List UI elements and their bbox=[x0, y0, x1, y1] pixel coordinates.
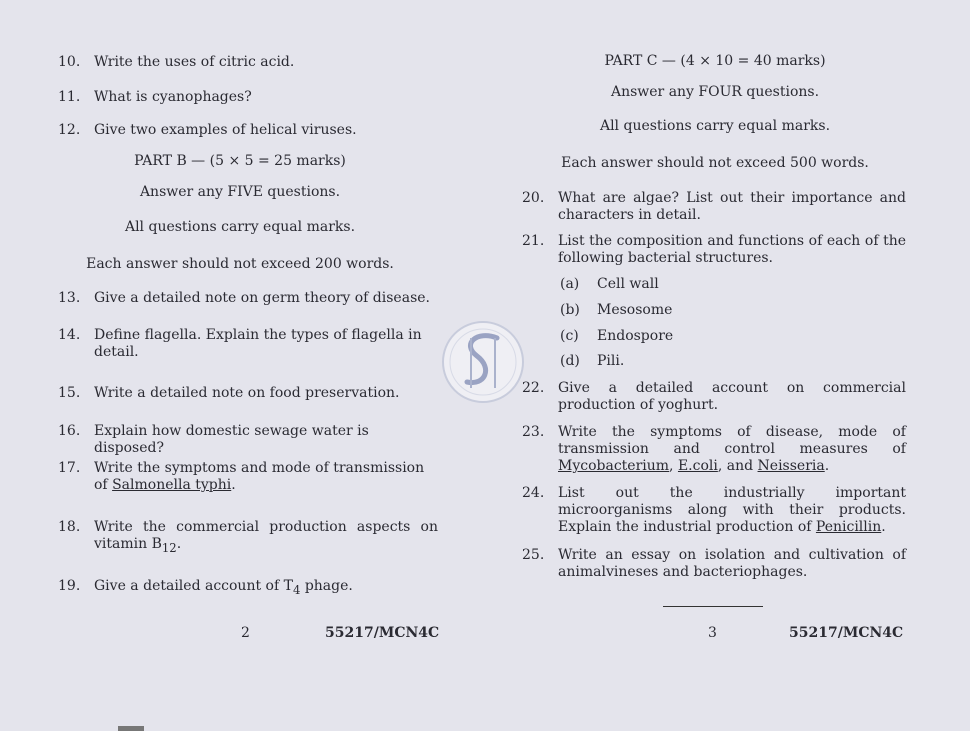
question-text: What is cyanophages? bbox=[94, 89, 252, 105]
question-19 bbox=[58, 578, 438, 599]
subscript: 12 bbox=[161, 540, 177, 555]
question-text: Write the uses of citric acid. bbox=[94, 54, 295, 70]
question-18 bbox=[58, 519, 438, 557]
sub-item-label: (d) bbox=[560, 353, 580, 369]
question-15 bbox=[58, 385, 438, 402]
question-text-main: List out the industrially important microorganisms along with their products. Explain the industrial production of bbox=[558, 485, 906, 535]
part-c-heading: PART C — (4 × 10 = 40 marks) bbox=[604, 53, 826, 69]
organism-name: Mycobacterium bbox=[558, 458, 670, 474]
separator: , and bbox=[717, 458, 758, 474]
question-text: What are algae? List out their importance and characters in detail. bbox=[558, 190, 906, 223]
organism-name: E.coli bbox=[677, 458, 718, 474]
sub-item-text: Cell wall bbox=[597, 276, 659, 292]
sub-item bbox=[560, 302, 860, 319]
subscript: 4 bbox=[292, 582, 301, 597]
question-14 bbox=[58, 327, 438, 361]
question-text bbox=[558, 485, 906, 536]
question-number: 14. bbox=[58, 327, 81, 343]
question-text: Write an essay on isolation and cultivation of animalvineses and bacteriophages. bbox=[558, 547, 906, 580]
question-text: List the composition and functions of each of the following bacterial structures. bbox=[558, 233, 906, 266]
sub-item-text: Pili. bbox=[597, 353, 625, 369]
question-text bbox=[558, 424, 906, 475]
question-text bbox=[94, 460, 438, 494]
question-number: 12. bbox=[58, 122, 81, 138]
part-c-instruction: All questions carry equal marks. bbox=[599, 118, 831, 134]
part-b-heading: PART B — (5 × 5 = 25 marks) bbox=[134, 153, 346, 169]
organism-name: Neisseria bbox=[757, 458, 825, 474]
organism-name: Salmonella typhi bbox=[112, 477, 232, 493]
right-page bbox=[485, 0, 970, 731]
question-text-main: Give a detailed account of T bbox=[94, 578, 293, 594]
question-text-end: . bbox=[824, 458, 830, 474]
question-number: 23. bbox=[522, 424, 545, 440]
sub-item-text: Mesosome bbox=[597, 302, 673, 318]
question-text: Give a detailed note on germ theory of disease. bbox=[94, 290, 430, 306]
question-23 bbox=[522, 424, 906, 475]
part-b-instruction: Each answer should not exceed 200 words. bbox=[86, 256, 394, 272]
sub-item-label: (c) bbox=[560, 328, 579, 344]
question-number: 24. bbox=[522, 485, 545, 501]
question-text-end: . bbox=[881, 519, 886, 535]
question-text-main: Write the symptoms and mode of transmission of bbox=[94, 460, 425, 493]
question-number: 25. bbox=[522, 547, 545, 563]
question-number: 20. bbox=[522, 190, 545, 206]
question-number: 22. bbox=[522, 380, 545, 396]
question-text-main: Write the symptoms of disease, mode of transmission and control measures of bbox=[558, 424, 906, 457]
page-number: 3 bbox=[708, 625, 717, 641]
question-number: 21. bbox=[522, 233, 545, 249]
separator: , bbox=[669, 458, 678, 474]
scan-artifact bbox=[118, 726, 144, 731]
question-22 bbox=[522, 380, 906, 414]
question-25 bbox=[522, 547, 906, 581]
question-number: 13. bbox=[58, 290, 81, 306]
question-text: Explain how domestic sewage water is disposed? bbox=[94, 423, 369, 456]
question-21 bbox=[522, 233, 906, 267]
question-20 bbox=[522, 190, 906, 224]
question-text-main: Write the commercial production aspects on vitamin B bbox=[94, 519, 438, 552]
question-text bbox=[94, 578, 438, 599]
question-11 bbox=[58, 89, 438, 106]
part-c-instruction: Each answer should not exceed 500 words. bbox=[561, 155, 869, 171]
end-rule bbox=[663, 606, 763, 607]
sub-item-label: (b) bbox=[560, 302, 580, 318]
sub-item bbox=[560, 276, 860, 293]
question-17 bbox=[58, 460, 438, 494]
question-number: 11. bbox=[58, 89, 81, 105]
question-16 bbox=[58, 423, 438, 457]
part-c-instruction: Answer any FOUR questions. bbox=[610, 84, 820, 100]
question-number: 15. bbox=[58, 385, 81, 401]
sub-item bbox=[560, 328, 860, 345]
question-text: Give two examples of helical viruses. bbox=[94, 122, 357, 138]
question-text bbox=[94, 519, 438, 557]
part-b-instruction: All questions carry equal marks. bbox=[124, 219, 356, 235]
sub-item-text: Endospore bbox=[597, 328, 674, 344]
question-24 bbox=[522, 485, 906, 536]
question-text-end: phage. bbox=[300, 578, 353, 594]
product-name: Penicillin bbox=[815, 519, 882, 535]
question-12 bbox=[58, 122, 438, 139]
question-number: 16. bbox=[58, 423, 81, 439]
question-text: Give a detailed account on commercial production of yoghurt. bbox=[558, 380, 906, 413]
question-number: 17. bbox=[58, 460, 81, 476]
sub-item bbox=[560, 353, 860, 370]
question-text: Write a detailed note on food preservation. bbox=[94, 385, 400, 401]
part-b-instruction: Answer any FIVE questions. bbox=[139, 184, 341, 200]
paper-code: 55217/MCN4C bbox=[325, 625, 440, 641]
paper-code: 55217/MCN4C bbox=[789, 625, 904, 641]
question-text: Define flagella. Explain the types of flagella in detail. bbox=[94, 327, 422, 360]
page-number: 2 bbox=[241, 625, 250, 641]
question-number: 10. bbox=[58, 54, 81, 70]
sub-item-label: (a) bbox=[560, 276, 580, 292]
question-13 bbox=[58, 290, 438, 307]
question-number: 18. bbox=[58, 519, 81, 535]
question-number: 19. bbox=[58, 578, 81, 594]
question-10 bbox=[58, 54, 438, 71]
question-text-end: . bbox=[231, 477, 236, 493]
question-text-end: . bbox=[176, 536, 182, 552]
